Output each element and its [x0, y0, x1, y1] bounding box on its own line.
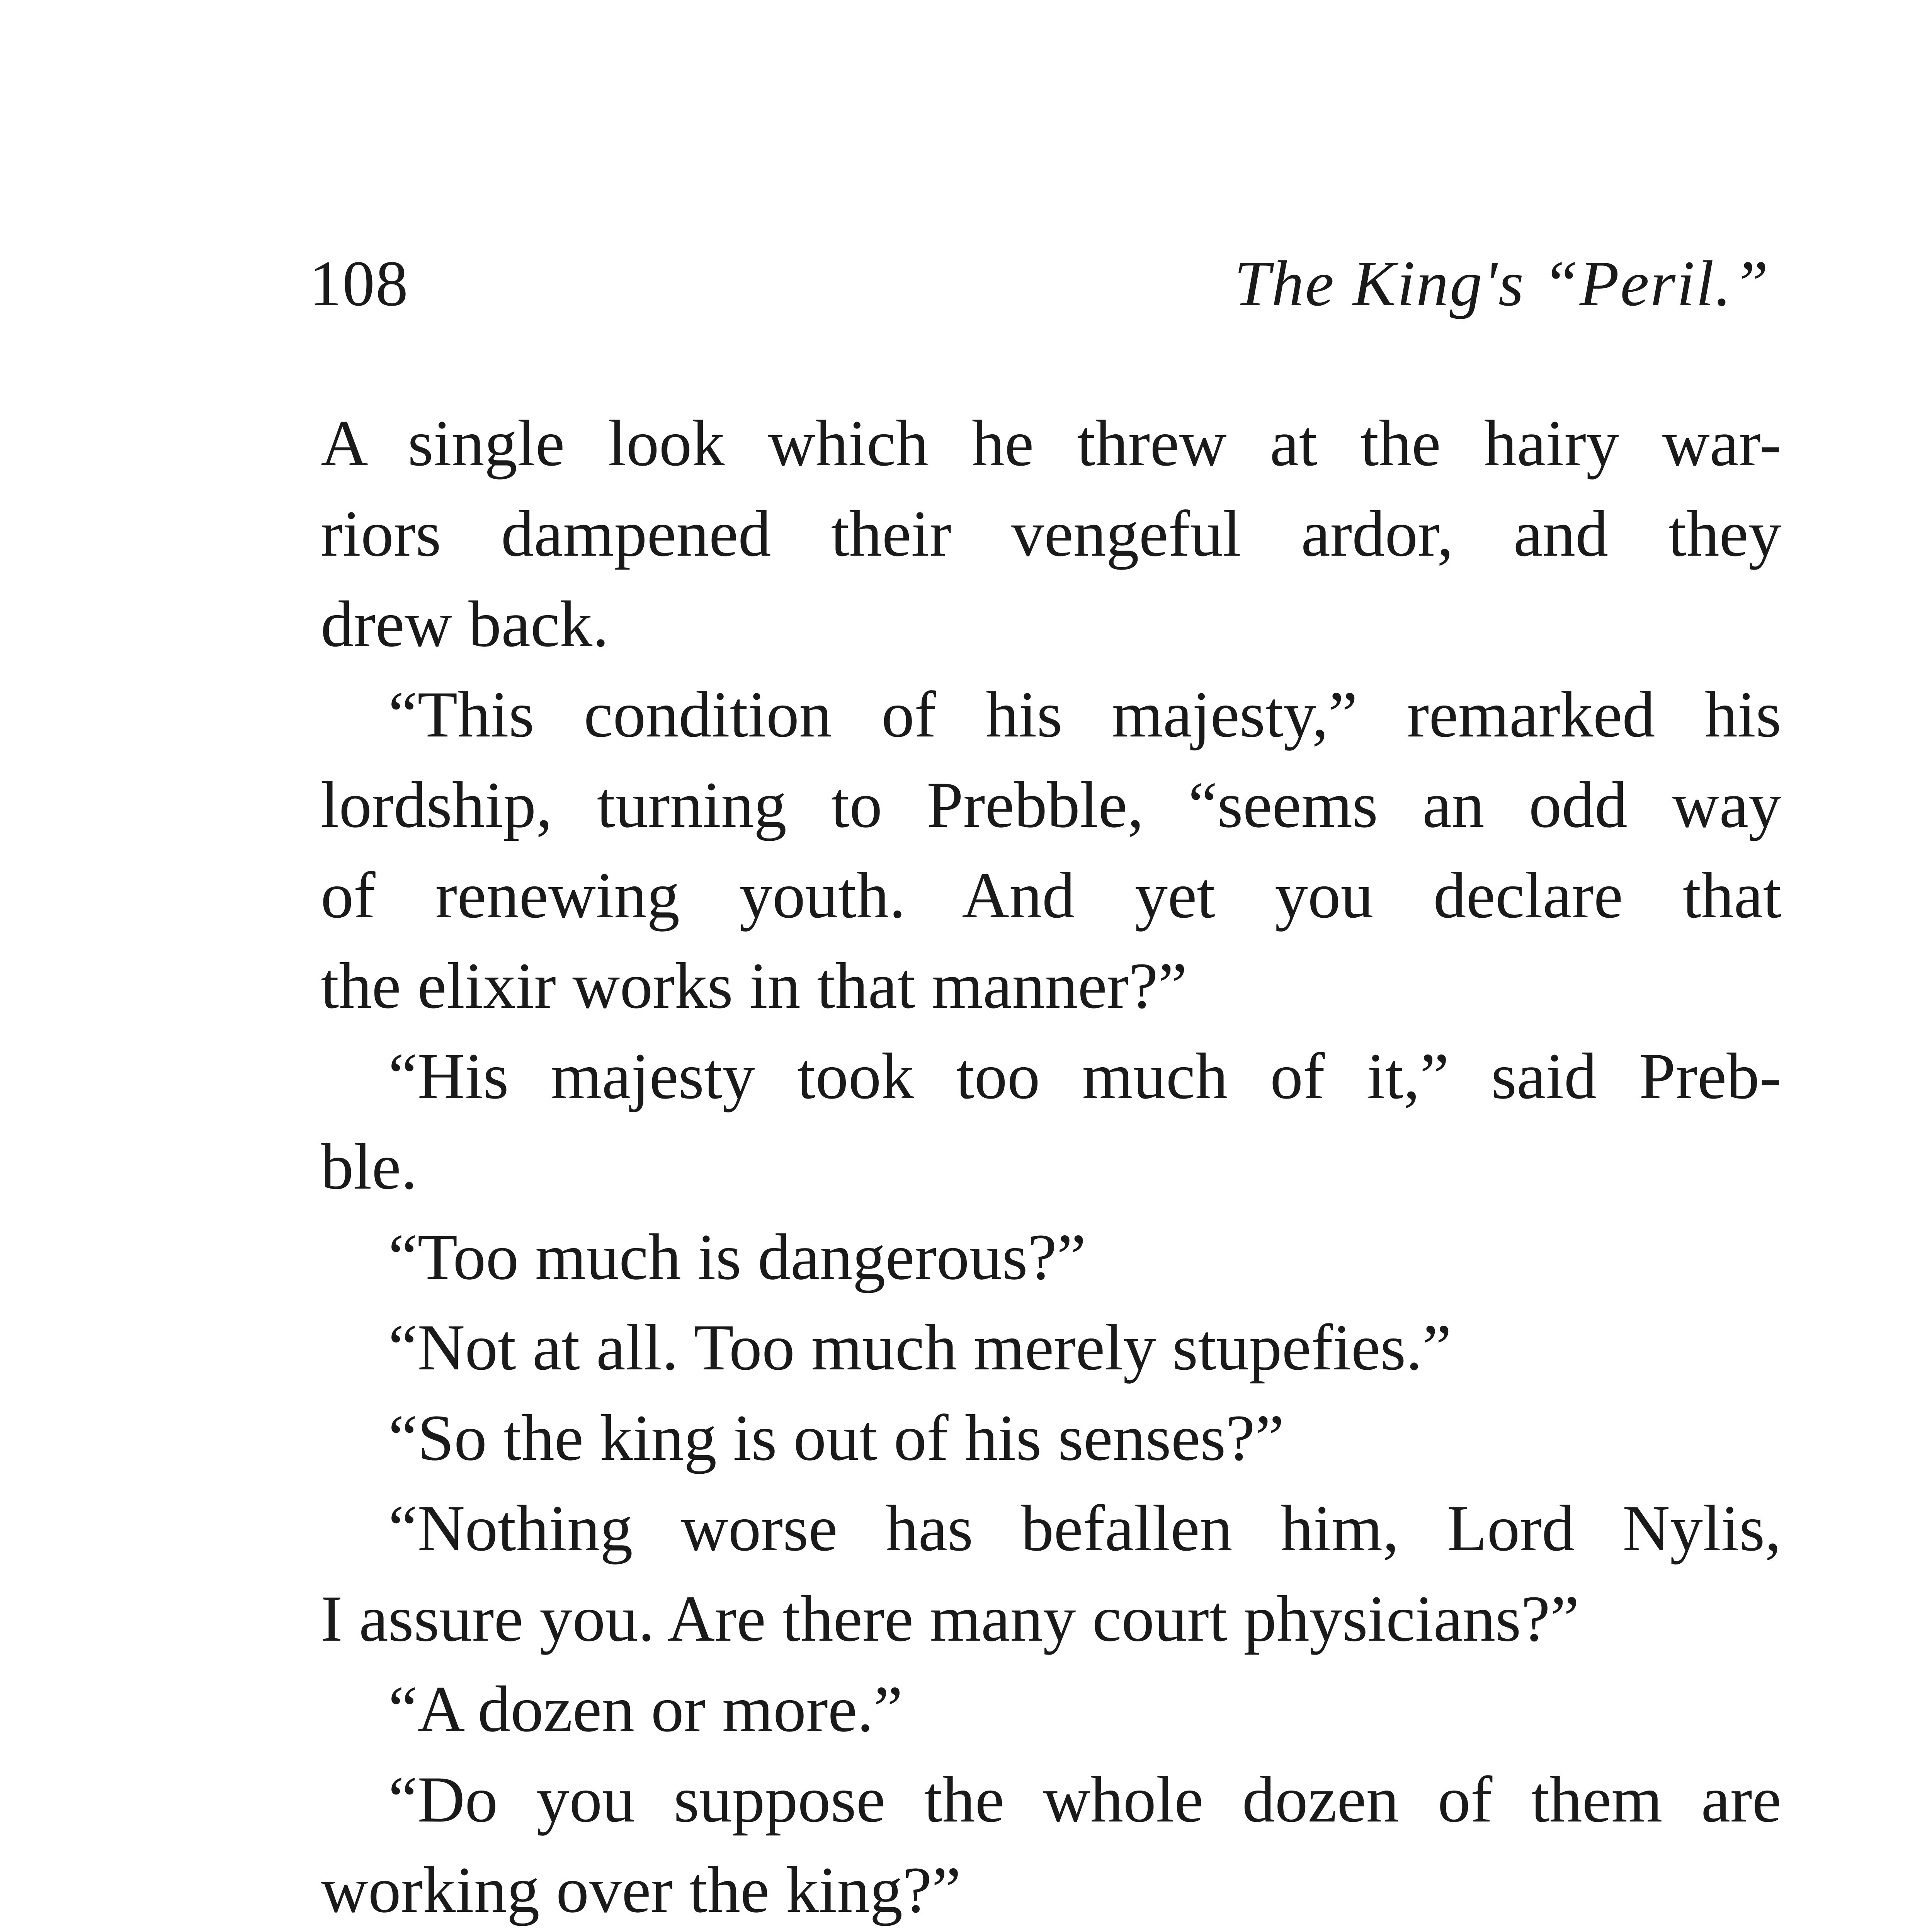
text-line: of renewing youth. And yet you declare that — [321, 859, 1781, 932]
text-line: drew back. — [321, 588, 609, 660]
text-line: “So the king is out of his senses?” — [388, 1401, 1284, 1474]
running-title: The King's “Peril.” — [1234, 248, 1770, 320]
text-line: working over the king?” — [321, 1854, 961, 1926]
page-number: 108 — [309, 248, 409, 320]
text-line: the elixir works in that manner?” — [321, 949, 1187, 1022]
text-line: “Not at all. Too much merely stupefies.” — [388, 1311, 1452, 1384]
text-line: ble. — [321, 1130, 418, 1203]
text-line: “This condition of his majesty,” remarked his — [388, 678, 1781, 751]
text-line: “Nothing worse has befallen him, Lord Nylis, — [388, 1492, 1781, 1565]
text-line: riors dampened their vengeful ardor, and they — [321, 497, 1781, 570]
text-line: lordship, turning to Prebble, “seems an odd way — [321, 769, 1781, 841]
text-line: A single look which he threw at the hairy war- — [321, 407, 1781, 480]
text-line: I assure you. Are there many court physicians?” — [321, 1582, 1580, 1655]
text-line: “Too much is dangerous?” — [388, 1221, 1086, 1293]
text-line: “Do you suppose the whole dozen of them are — [388, 1763, 1781, 1836]
body-text — [321, 398, 1781, 1932]
text-line: “A dozen or more.” — [388, 1673, 903, 1745]
text-line: “His majesty took too much of it,” said Preb- — [388, 1040, 1781, 1112]
